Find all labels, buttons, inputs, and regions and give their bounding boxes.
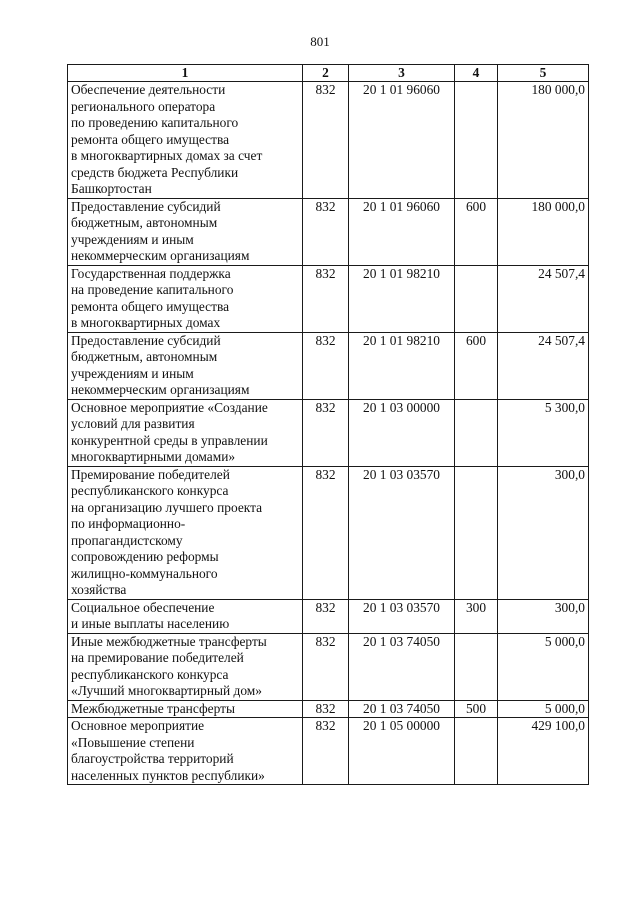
row-name-cell [68,82,303,199]
row-name-cell [68,466,303,599]
row-name-line: «Повышение степени [71,734,195,750]
amount-cell: 300,0 [498,466,589,599]
page-number: 801 [310,34,330,49]
row-name-line: регионального оператора [71,98,216,114]
table-row [68,198,589,265]
row-name-line: Предоставление субсидий [71,332,221,348]
ministry-code-cell: 832 [303,399,349,466]
amount-cell: 5 300,0 [498,399,589,466]
row-name-line: хозяйства [71,582,127,597]
row-name-cell [68,700,303,718]
row-name-cell [68,399,303,466]
table-row [68,466,589,599]
expense-type-cell [455,265,498,332]
expense-type-cell [455,633,498,700]
expense-type-cell: 600 [455,198,498,265]
row-name-line: Предоставление субсидий [71,198,221,214]
ministry-code-cell: 832 [303,265,349,332]
column-header-3: 3 [349,65,455,82]
row-name-cell [68,332,303,399]
row-name-line: Основное мероприятие «Создание [71,399,268,415]
row-name-cell [68,599,303,633]
row-name-line: конкурентной среды в управлении [71,432,268,448]
row-name-line: «Лучший многоквартирный дом» [71,683,262,698]
row-name-line: учреждениям и иным [71,231,194,247]
table-row [68,599,589,633]
target-article-cell: 20 1 03 03570 [349,599,455,633]
row-name-line: Премирование победителей [71,466,230,482]
expense-type-cell [455,399,498,466]
target-article-cell: 20 1 03 00000 [349,399,455,466]
row-name-line: многоквартирными домами» [71,449,236,464]
row-name-line: республиканского конкурса [71,483,229,498]
ministry-code-cell: 832 [303,700,349,718]
row-name-line: условий для развития [71,416,195,431]
target-article-cell: 20 1 03 74050 [349,700,455,718]
table-row [68,332,589,399]
column-header-2: 2 [303,65,349,82]
ministry-code-cell: 832 [303,198,349,265]
row-name-line: республиканского конкурса [71,666,229,682]
amount-cell: 300,0 [498,599,589,633]
row-name-line: Башкортостан [71,181,152,196]
ministry-code-cell: 832 [303,82,349,199]
row-name-line: бюджетным, автономным [71,215,218,230]
row-name-line: жилищно-коммунального [71,565,218,581]
row-name-line: некоммерческим организациям [71,248,250,263]
row-name-line: благоустройства территорий [71,751,234,766]
expense-type-cell [455,82,498,199]
column-header-1: 1 [68,65,303,82]
target-article-cell: 20 1 01 98210 [349,332,455,399]
row-name-cell [68,198,303,265]
row-name-line: учреждениям и иным [71,365,194,381]
ministry-code-cell: 832 [303,466,349,599]
row-name-line: на проведение капитального [71,282,234,297]
amount-cell: 24 507,4 [498,332,589,399]
target-article-cell: 20 1 01 96060 [349,198,455,265]
ministry-code-cell: 832 [303,599,349,633]
column-header-4: 4 [455,65,498,82]
row-name-line: бюджетным, автономным [71,349,218,364]
amount-cell: 24 507,4 [498,265,589,332]
expense-type-cell [455,718,498,785]
table-row [68,633,589,700]
row-name-line: населенных пунктов республики» [71,767,265,783]
row-name-cell [68,633,303,700]
row-name-line: некоммерческим организациям [71,382,250,397]
row-name-line: ремонта общего имущества [71,131,230,147]
row-name-line: в многоквартирных домах [71,315,221,330]
row-name-cell [68,718,303,785]
table-body [68,82,589,785]
amount-cell: 180 000,0 [498,198,589,265]
target-article-cell: 20 1 05 00000 [349,718,455,785]
budget-table [67,64,589,785]
row-name-line: по информационно- [71,516,186,531]
row-name-line: и иные выплаты населению [71,616,230,631]
row-name-line: на организацию лучшего проекта [71,499,263,515]
row-name-line: на премирование победителей [71,650,244,665]
expense-type-cell: 500 [455,700,498,718]
amount-cell: 5 000,0 [498,633,589,700]
ministry-code-cell: 832 [303,718,349,785]
ministry-code-cell: 832 [303,332,349,399]
target-article-cell: 20 1 01 98210 [349,265,455,332]
row-name-line: Иные межбюджетные трансферты [71,633,267,649]
column-header-5: 5 [498,65,589,82]
row-name-line: ремонта общего имущества [71,298,230,314]
target-article-cell: 20 1 03 03570 [349,466,455,599]
table-row [68,700,589,718]
target-article-cell: 20 1 03 74050 [349,633,455,700]
expense-type-cell [455,466,498,599]
row-name-line: Социальное обеспечение [71,599,215,615]
expense-type-cell: 300 [455,599,498,633]
table-row [68,265,589,332]
row-name-line: Межбюджетные трансферты [71,700,235,716]
row-name-line: сопровождению реформы [71,549,219,564]
row-name-line: в многоквартирных домах за счет [71,148,263,163]
target-article-cell: 20 1 01 96060 [349,82,455,199]
amount-cell: 429 100,0 [498,718,589,785]
row-name-cell [68,265,303,332]
expense-type-cell: 600 [455,332,498,399]
table-header-row [68,65,589,82]
row-name-line: средств бюджета Республики [71,164,239,180]
amount-cell: 180 000,0 [498,82,589,199]
table-row [68,399,589,466]
table-row [68,718,589,785]
table-row [68,82,589,199]
row-name-line: Основное мероприятие [71,718,205,733]
row-name-line: пропагандистскому [71,532,183,548]
ministry-code-cell: 832 [303,633,349,700]
row-name-line: Государственная поддержка [71,265,231,281]
row-name-line: по проведению капитального [71,115,239,130]
row-name-line: Обеспечение деятельности [71,82,226,97]
amount-cell: 5 000,0 [498,700,589,718]
